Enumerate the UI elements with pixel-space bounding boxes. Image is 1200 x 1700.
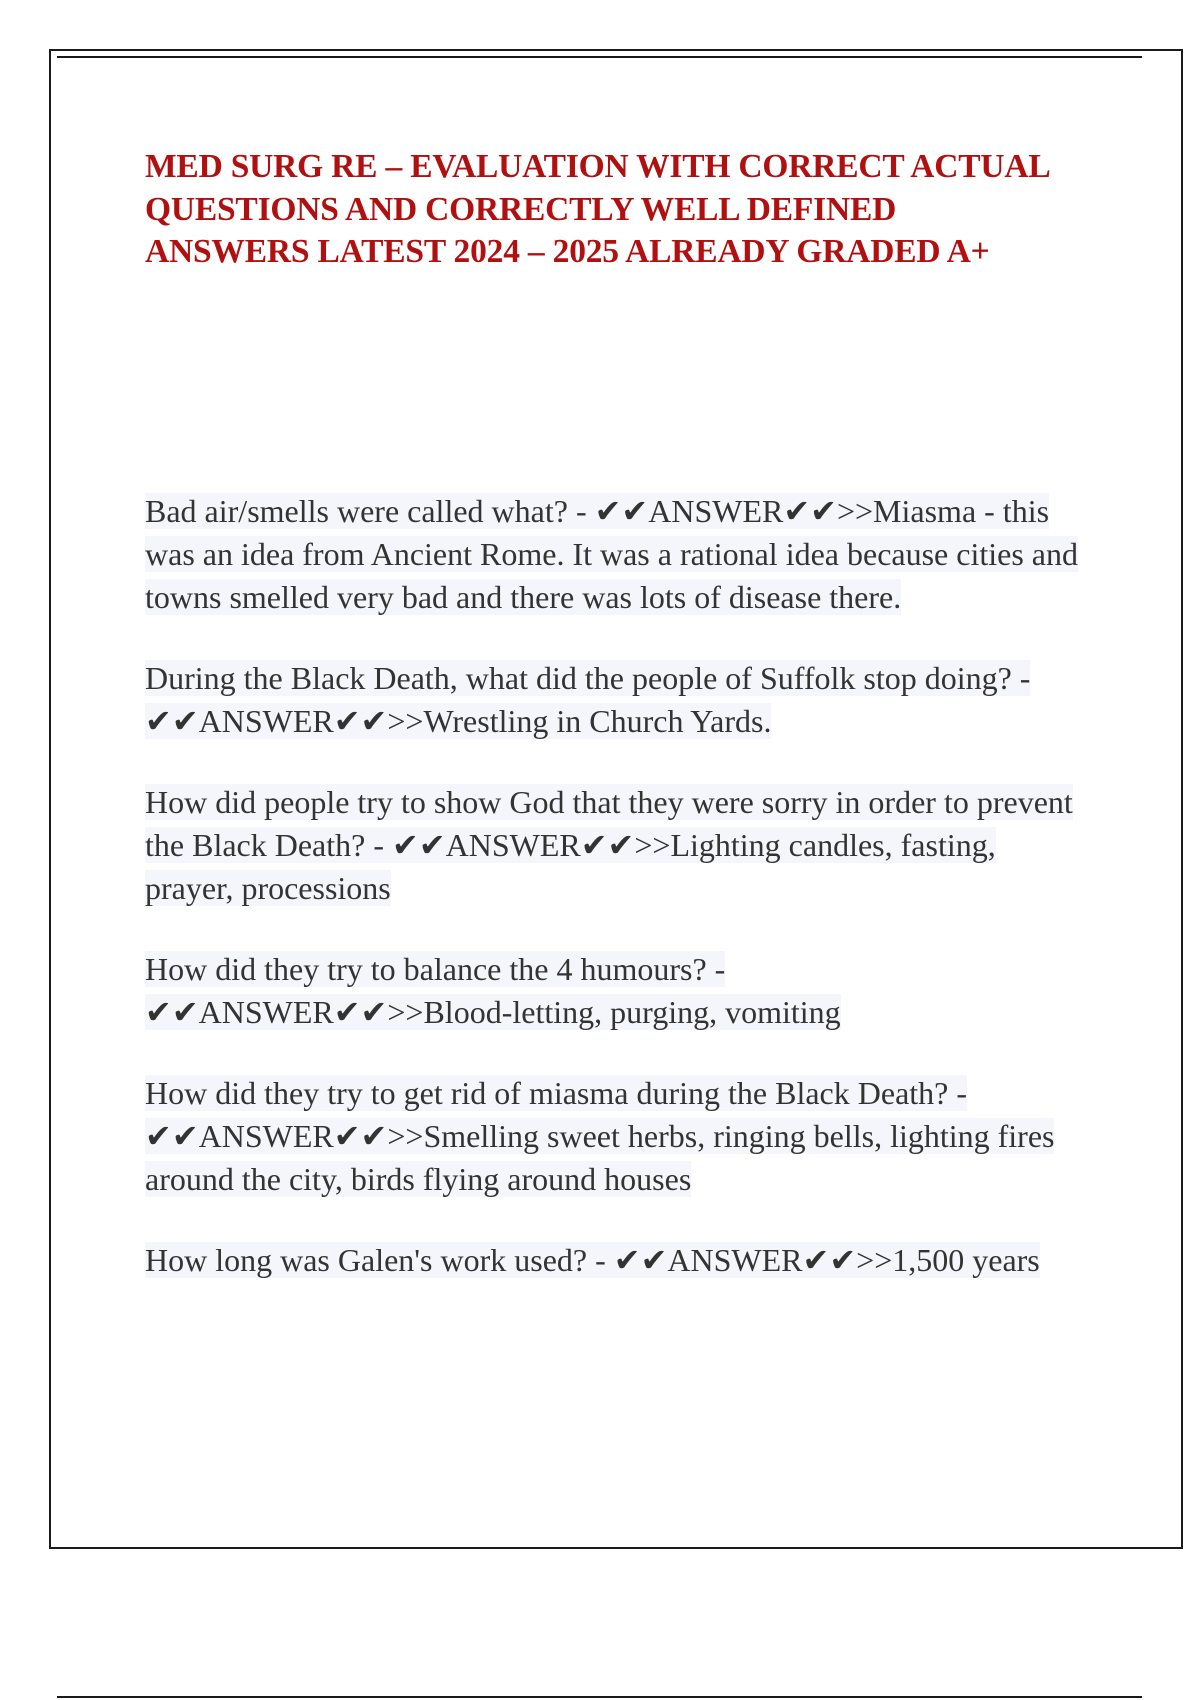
- qa-text: How did they try to get rid of miasma during the Black Death? - ✔✔ANSWER✔✔>>Smelling sweet herbs, ringing bells, lighting fires around the city, birds flying around houses: [145, 1075, 1055, 1197]
- qa-item: [145, 657, 1080, 743]
- qa-item: [145, 948, 1080, 1034]
- qa-item: [145, 1072, 1080, 1201]
- qa-text: During the Black Death, what did the people of Suffolk stop doing? - ✔✔ANSWER✔✔>>Wrestling in Church Yards.: [145, 660, 1031, 739]
- qa-text: How long was Galen's work used? - ✔✔ANSWER✔✔>>1,500 years: [145, 1242, 1040, 1278]
- document-title: MED SURG RE – EVALUATION WITH CORRECT ACTUAL QUESTIONS AND CORRECTLY WELL DEFINED ANSWERS LATEST 2024 – 2025 ALREADY GRADED A+: [145, 148, 1049, 270]
- bottom-rule: [57, 1696, 1142, 1698]
- qa-item: [145, 490, 1080, 619]
- qa-list: [145, 490, 1080, 1320]
- qa-text: Bad air/smells were called what? - ✔✔ANSWER✔✔>>Miasma - this was an idea from Ancient Rome. It was a rational idea because cities and towns smelled very bad and there was lots of disease there.: [145, 493, 1078, 615]
- qa-item: [145, 1239, 1080, 1282]
- qa-text: How did people try to show God that they were sorry in order to prevent the Black Death? - ✔✔ANSWER✔✔>>Lighting candles, fasting, prayer, processions: [145, 784, 1073, 906]
- qa-item: [145, 781, 1080, 910]
- qa-text: How did they try to balance the 4 humours? - ✔✔ANSWER✔✔>>Blood-letting, purging, vomiting: [145, 951, 841, 1030]
